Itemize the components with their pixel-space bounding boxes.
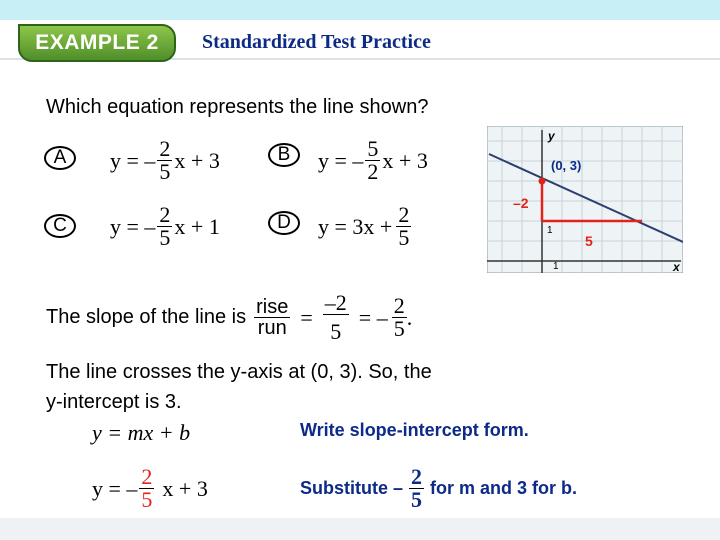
subst-note-num: 2 xyxy=(411,464,423,489)
subst-den: 5 xyxy=(141,487,153,512)
slope-den-1: 5 xyxy=(330,319,342,344)
choice-c-label[interactable]: C xyxy=(44,214,76,238)
subst-rest: x + 3 xyxy=(162,475,208,501)
point-label: (0, 3) xyxy=(551,158,582,173)
choice-a-lhs: y = – xyxy=(110,147,156,173)
slope-fraction-2 xyxy=(392,295,407,340)
intercept-line-1: The line crosses the y-axis at (0, 3). So, the xyxy=(46,361,432,383)
line-graph xyxy=(487,126,683,273)
intercept-line-2: y-intercept is 3. xyxy=(46,391,182,413)
choice-b-equation xyxy=(318,138,428,183)
subst-fraction xyxy=(139,466,154,511)
choice-b-rest: x + 3 xyxy=(382,147,428,173)
rise-over-run xyxy=(254,297,290,338)
slope-period: . xyxy=(406,304,413,330)
choice-a-den: 5 xyxy=(159,159,171,184)
header-bar xyxy=(0,0,720,20)
slope-fraction-1 xyxy=(323,292,349,343)
choice-b-fraction xyxy=(365,138,380,183)
choice-a-label[interactable]: A xyxy=(44,146,76,170)
choice-b-lhs: y = – xyxy=(318,147,364,173)
slope-num-2: 2 xyxy=(393,293,405,318)
rise-word: rise xyxy=(256,296,289,318)
choice-a-num: 2 xyxy=(159,136,171,161)
form-note: Write slope-intercept form. xyxy=(300,420,529,440)
form-equation: y = mx + b xyxy=(92,420,191,445)
choice-d-lhs: y = 3x + xyxy=(318,213,393,239)
run-word: run xyxy=(257,317,287,339)
slope-equals-2: = – xyxy=(358,304,388,330)
choice-c-equation xyxy=(110,204,220,249)
choice-c-num: 2 xyxy=(159,202,171,227)
choice-b-den: 2 xyxy=(367,159,379,184)
choice-d-label[interactable]: D xyxy=(268,211,300,235)
choice-a-rest: x + 3 xyxy=(174,147,220,173)
subst-note-fraction xyxy=(409,466,424,511)
page-title: Standardized Test Practice xyxy=(202,31,431,53)
slope-equals-1: = xyxy=(300,304,313,330)
choice-d-equation xyxy=(318,204,415,249)
intercept-point xyxy=(539,178,546,185)
example-badge: EXAMPLE 2 xyxy=(18,24,176,62)
y-axis-label: y xyxy=(548,129,555,143)
choice-b-num: 5 xyxy=(367,136,379,161)
slope-num-1: –2 xyxy=(324,290,347,315)
substituted-equation xyxy=(92,466,208,511)
choice-b-label[interactable]: B xyxy=(268,143,300,167)
slope-den-2: 5 xyxy=(393,316,405,341)
subst-num: 2 xyxy=(141,464,153,489)
substitute-note xyxy=(300,466,577,511)
intercept-paragraph xyxy=(46,357,646,417)
y-tick-label: 1 xyxy=(547,225,553,236)
slope-prefix: The slope of the line is xyxy=(46,306,247,328)
choice-c-rest: x + 1 xyxy=(174,213,220,239)
question-text: Which equation represents the line shown? xyxy=(46,96,429,118)
subst-note-prefix: Substitute – xyxy=(300,478,404,498)
choice-c-fraction xyxy=(157,204,172,249)
choice-c-lhs: y = – xyxy=(110,213,156,239)
x-tick-label: 1 xyxy=(553,261,559,272)
subst-note-den: 5 xyxy=(411,487,423,512)
footer-bar xyxy=(0,518,720,540)
choice-a-fraction xyxy=(157,138,172,183)
choice-d-num: 2 xyxy=(398,202,410,227)
subst-note-suffix: for m and 3 for b. xyxy=(430,478,578,498)
choice-d-fraction xyxy=(396,204,411,249)
slope-statement xyxy=(46,292,412,343)
choice-d-den: 5 xyxy=(398,225,410,250)
x-axis-label: x xyxy=(673,260,680,273)
choice-a-equation xyxy=(110,138,220,183)
subst-lhs: y = – xyxy=(92,475,138,501)
run-label: 5 xyxy=(585,233,593,249)
choice-c-den: 5 xyxy=(159,225,171,250)
rise-label: –2 xyxy=(513,195,529,211)
